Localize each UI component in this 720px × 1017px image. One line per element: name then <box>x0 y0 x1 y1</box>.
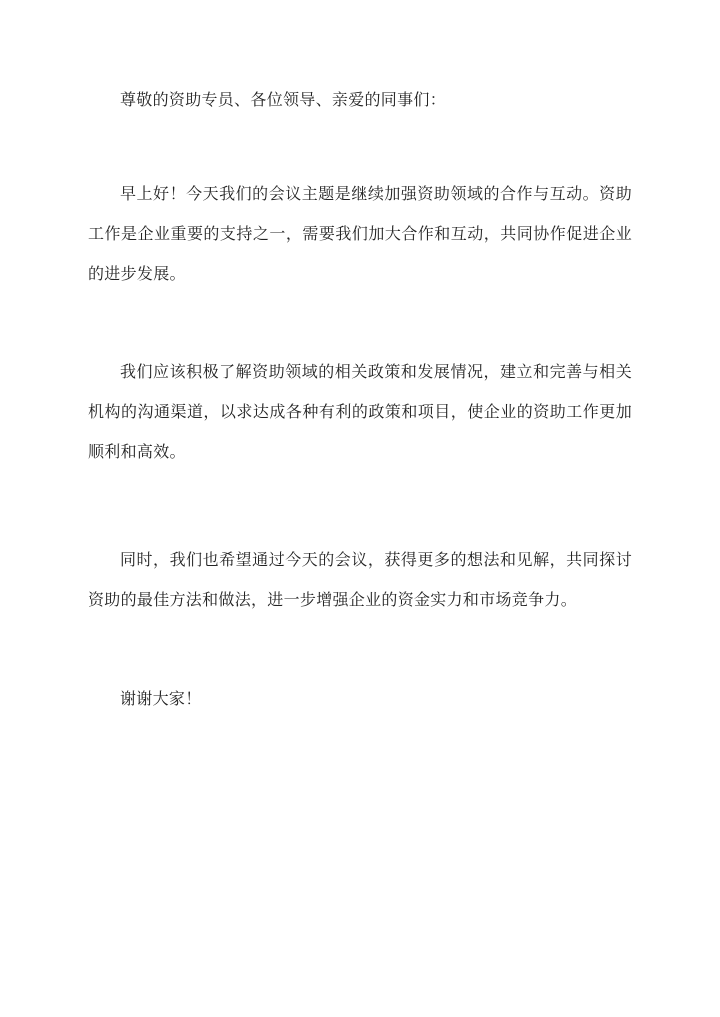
body-paragraph: 早上好！今天我们的会议主题是继续加强资助领域的合作与互动。资助工作是企业重要的支持之一，需要我们加大合作和互动，共同协作促进企业的进步发展。 <box>88 184 632 283</box>
greeting-line: 尊敬的资助专员、各位领导、亲爱的同事们： <box>120 90 447 109</box>
body-paragraph: 同时，我们也希望通过今天的会议，获得更多的想法和见解，共同探讨资助的最佳方法和做法，进一步增强企业的资金实力和市场竞争力。 <box>88 550 632 609</box>
closing-line: 谢谢大家！ <box>120 689 202 708</box>
body-paragraph: 我们应该积极了解资助领域的相关政策和发展情况，建立和完善与相关机构的沟通渠道，以求达成各种有利的政策和项目，使企业的资助工作更加顺利和高效。 <box>88 362 632 461</box>
